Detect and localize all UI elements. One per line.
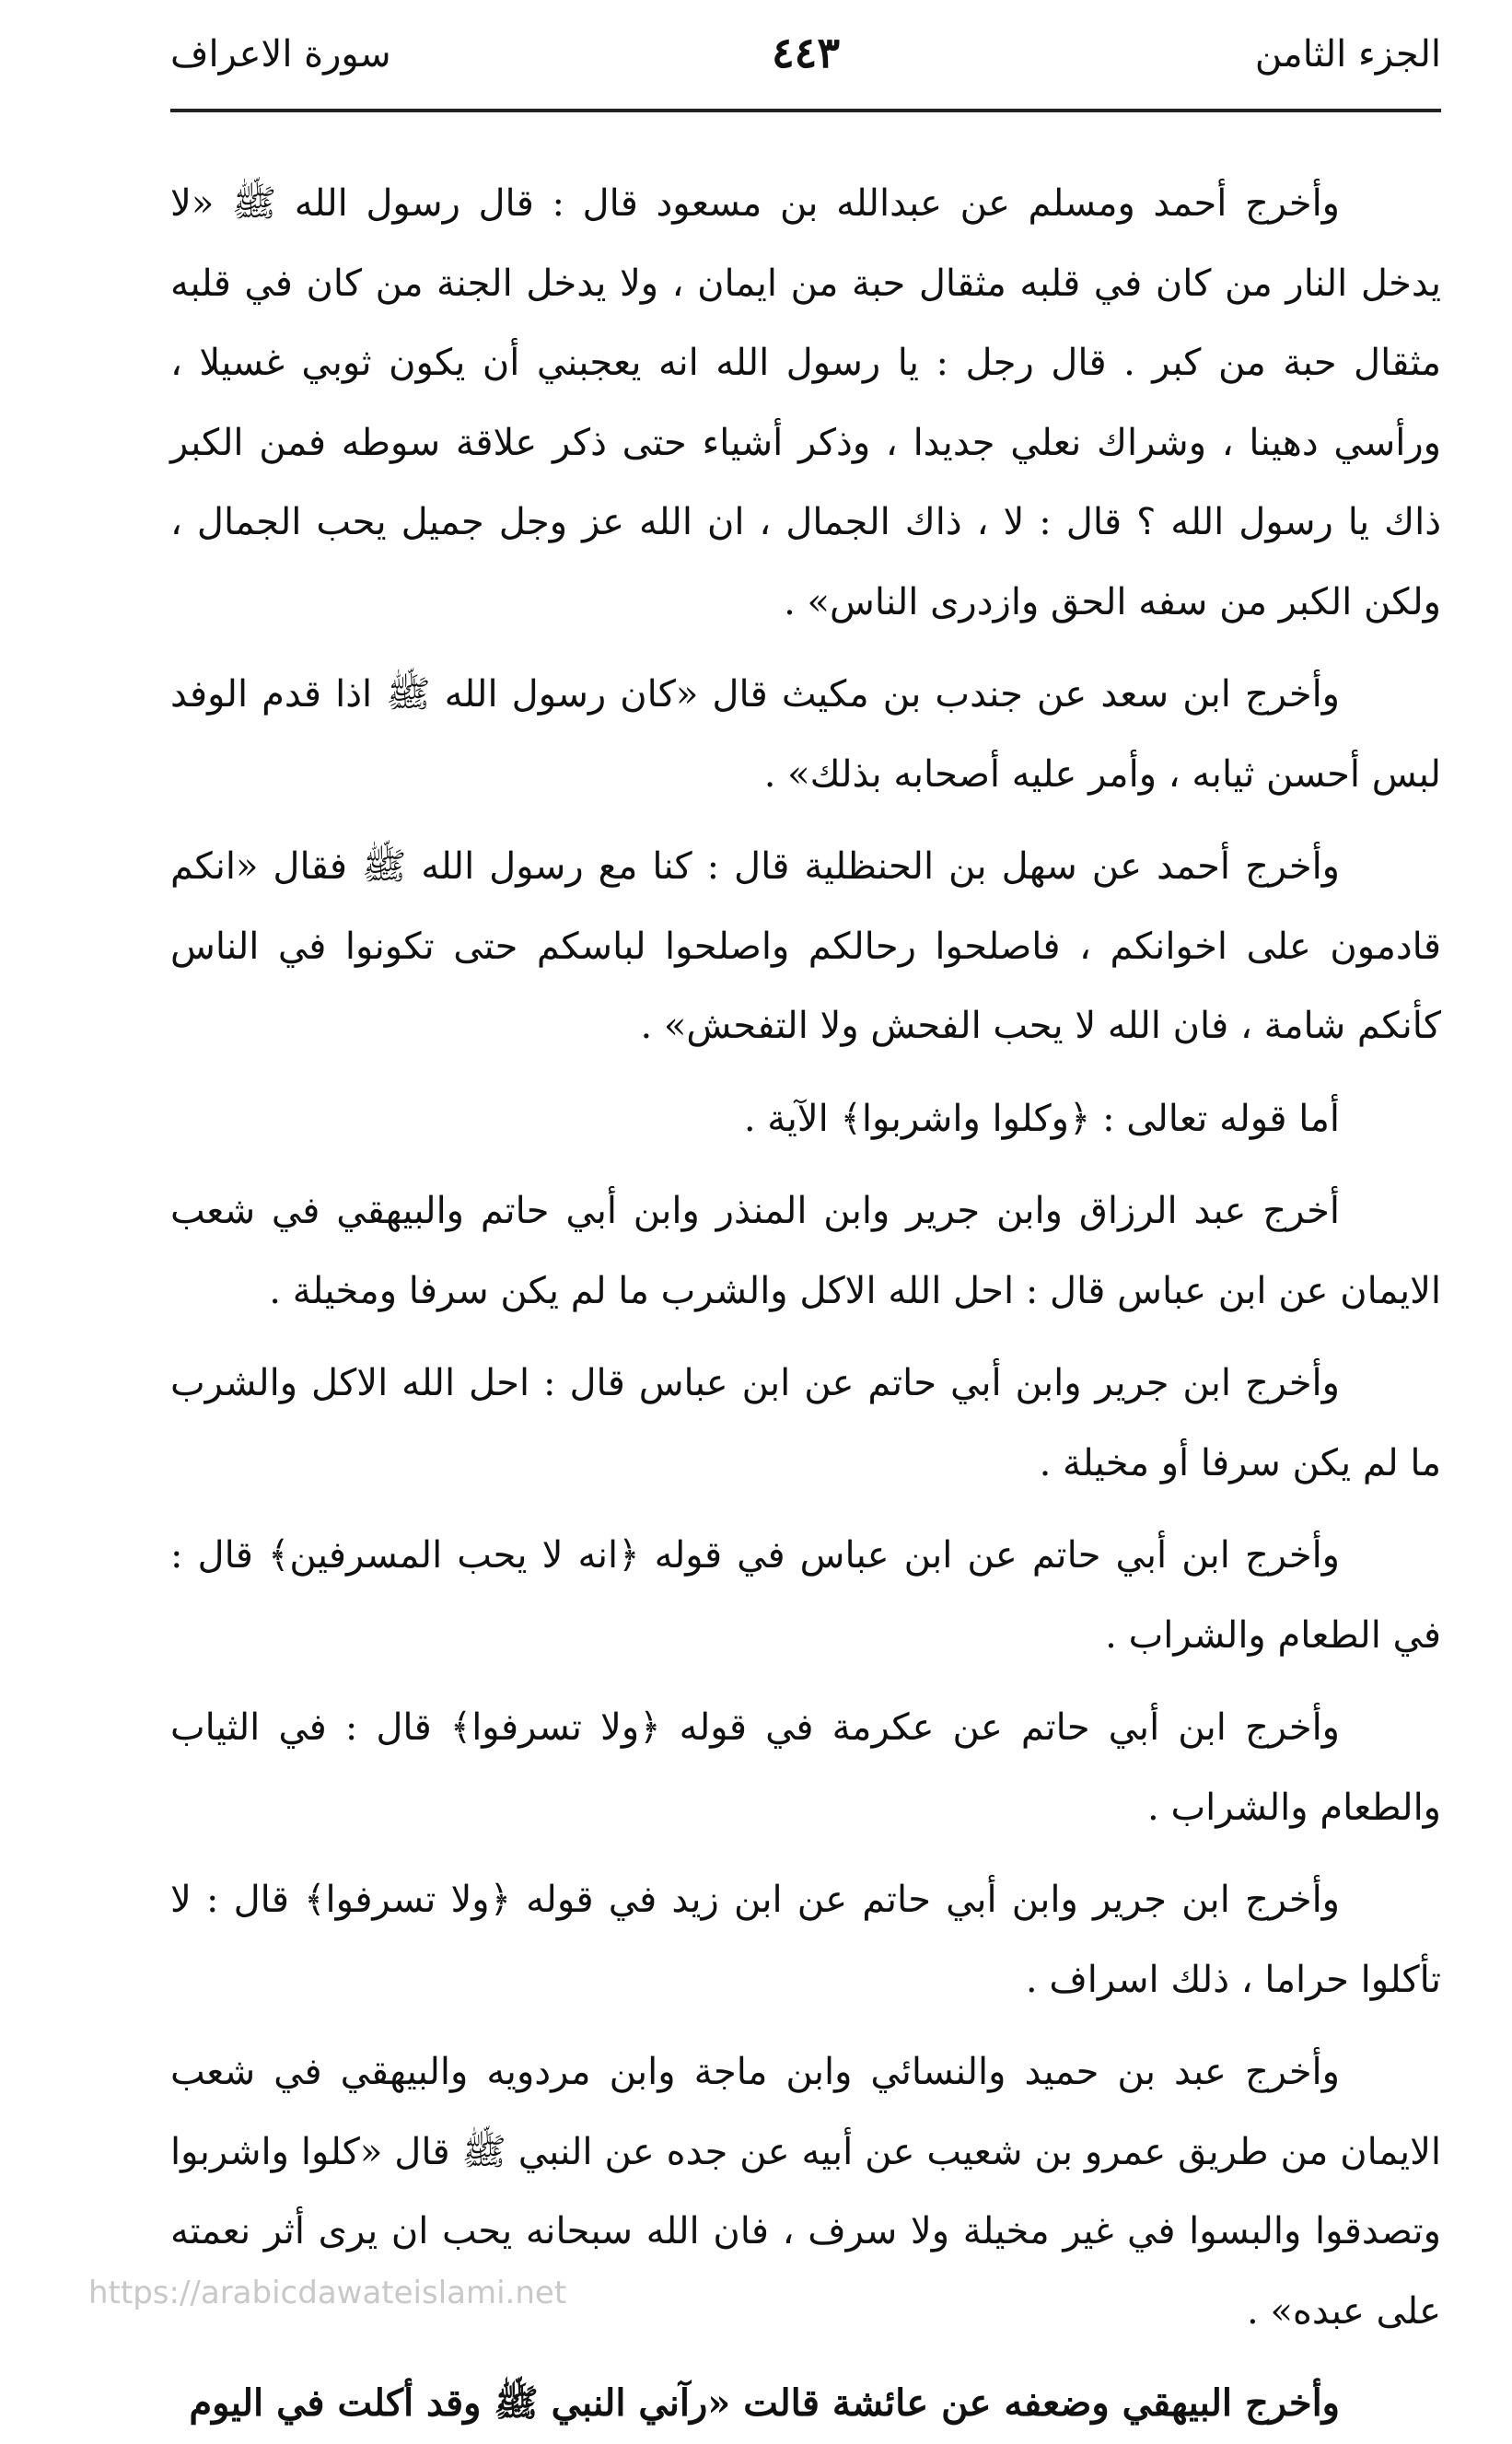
- paragraph: وأخرج ابن أبي حاتم عن عكرمة في قوله ﴿ولا تسرفوا﴾ قال : في الثياب والطعام والشراب .: [170, 1706, 1441, 1829]
- paragraph: وأخرج ابن جرير وابن أبي حاتم عن ابن زيد في قوله ﴿ولا تسرفوا﴾ قال : لا تأكلوا حراما ، ذلك اسراف .: [170, 1879, 1441, 2001]
- part-title: الجزء الثامن: [1254, 33, 1441, 76]
- paragraph: أخرج عبد الرزاق وابن جرير وابن المنذر وابن أبي حاتم والبيهقي في شعب الايمان عن ابن عباس قال : احل الله الاكل والشرب ما لم يكن سرفا ومخيلة .: [170, 1190, 1441, 1312]
- paragraph: أما قوله تعالى : ﴿وكلوا واشربوا﴾ الآية .: [743, 1097, 1340, 1140]
- page-header: [170, 28, 1441, 92]
- watermark-url: https://arabicdawateislami.net: [88, 2275, 567, 2311]
- paragraph: وأخرج عبد بن حميد والنسائي وابن ماجة وابن مردويه والبيهقي في شعب الايمان من طريق عمرو بن شعيب عن أبيه عن جده عن النبي ﷺ قال «كلوا واشربوا وتصدقوا والبسوا في غير مخيلة ولا سرف ، فان الله سبحانه يحب ان يرى أثر نعمته على عبده» .: [170, 2051, 1441, 2333]
- paragraph: وأخرج ابن أبي حاتم عن ابن عباس في قوله ﴿انه لا يحب المسرفين﴾ قال : في الطعام والشراب .: [170, 1534, 1441, 1657]
- page-number: ٤٤٣: [771, 28, 841, 77]
- paragraph: وأخرج أحمد عن سهل بن الحنظلية قال : كنا مع رسول الله ﷺ فقال «انكم قادمون على اخوانكم ، فاصلحوا رحالكم واصلحوا لباسكم حتى تكونوا في الناس كأنكم شامة ، فان الله لا يحب الفحش ولا التفحش» .: [170, 845, 1441, 1047]
- header-rule: [170, 109, 1441, 112]
- paragraph: وأخرج البيهقي وضعفه عن عائشة قالت «رآني النبي ﷺ وقد أكلت في اليوم: [189, 2381, 1340, 2425]
- paragraph: وأخرج ابن سعد عن جندب بن مكيث قال «كان رسول الله ﷺ اذا قدم الوفد لبس أحسن ثيابه ، وأمر عليه أصحابه بذلك» .: [170, 673, 1441, 796]
- paragraph: وأخرج أحمد ومسلم عن عبدالله بن مسعود قال : قال رسول الله ﷺ «لا يدخل النار من كان في قلبه مثقال حبة من ايمان ، ولا يدخل الجنة من كان في قلبه مثقال حبة من كبر . قال رجل : يا رسول الله انه يعجبني أن يكون ثوبي غسيلا ، ورأسي دهينا ، وشراك نعلي جديدا ، وذكر أشياء حتى ذكر علاقة سوطه فمن الكبر ذاك يا رسول الله ؟ قال : لا ، ذاك الجمال ، ان الله عز وجل جميل يحب الجمال ، ولكن الكبر من سفه الحق وازدرى الناس» .: [170, 182, 1442, 623]
- paragraph: وأخرج ابن جرير وابن أبي حاتم عن ابن عباس قال : احل الله الاكل والشرب ما لم يكن سرفا أو مخيلة .: [170, 1362, 1441, 1484]
- surah-title: سورة الاعراف: [170, 33, 391, 76]
